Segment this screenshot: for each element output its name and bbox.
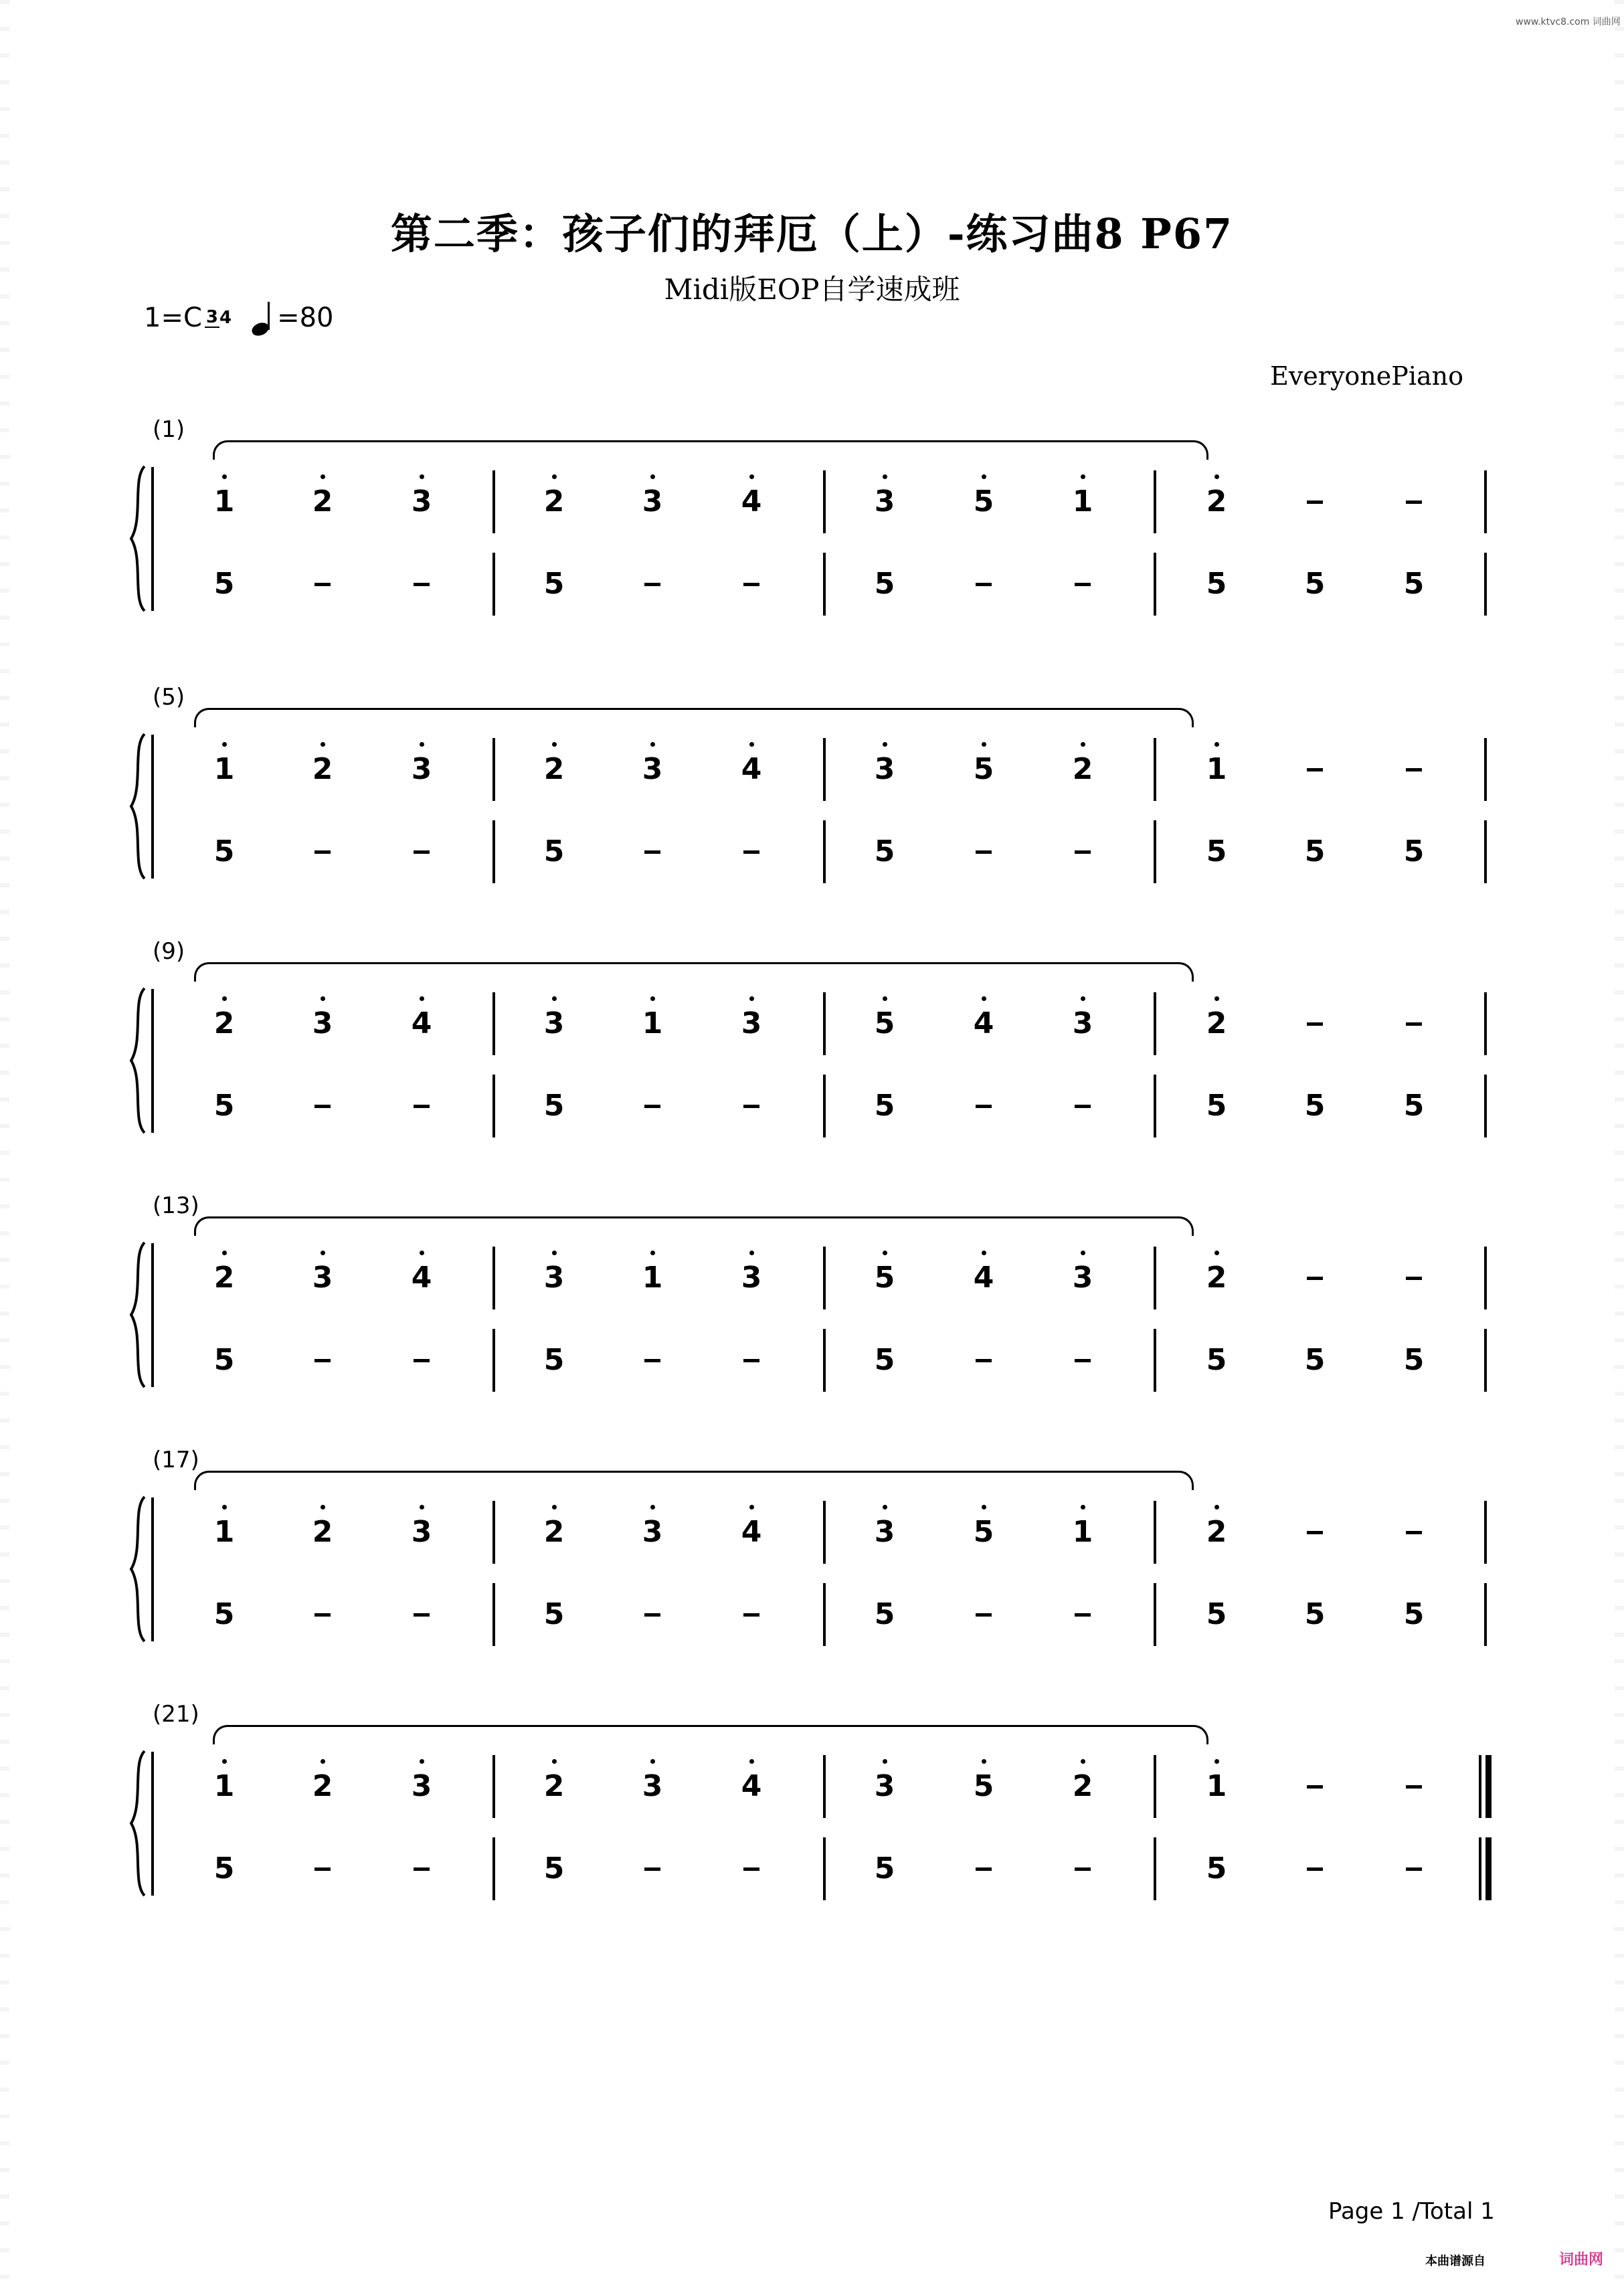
treble-note: 5 [858,1261,911,1295]
high-octave-dot [749,1759,754,1764]
end-bar-line [1484,992,1487,1055]
treble-note: 3 [626,1516,679,1549]
treble-note: 3 [858,485,911,519]
bass-note-dash [976,583,992,586]
bar-line [492,1501,495,1564]
bar-line [1154,1755,1156,1818]
bass-note-dash [314,1867,331,1871]
bar-line [492,1755,495,1818]
system-brace [128,987,146,1134]
treble-note: 3 [858,1516,911,1549]
bass-note-dash [976,1105,992,1108]
bass-note: 5 [1304,1089,1326,1123]
right-edge-watermark [1615,0,1624,2283]
score-subtitle: Midi版EOP自学速成班 [664,273,960,306]
bass-note: 5 [874,567,895,601]
bass-note: 5 [1206,1597,1227,1631]
bass-note-dash [414,1359,430,1362]
bass-note: 5 [543,1089,565,1123]
left-edge-watermark [0,0,9,2283]
end-bar-line [1484,1583,1487,1646]
bass-note: 5 [874,1597,895,1631]
treble-note: 1 [197,1770,251,1803]
source-brand: 词曲网 [1559,2252,1604,2268]
treble-note: 3 [1056,1261,1109,1295]
phrase-slur [213,440,1208,460]
end-bar-line [1484,553,1487,616]
high-octave-dot [552,742,557,747]
treble-note: 5 [957,1770,1010,1803]
bar-line [823,1329,826,1392]
treble-note: 1 [197,485,251,519]
bar-line [1154,738,1156,801]
tempo-value: =80 [277,302,334,333]
bass-note-dash [743,583,759,586]
bar-line [492,1075,495,1137]
treble-note: 3 [395,1516,448,1549]
treble-note-dash [1406,1022,1422,1026]
bar-line [1154,1329,1156,1392]
high-octave-dot [650,474,655,479]
bass-note: 5 [1403,567,1425,601]
treble-note-dash [1307,1785,1323,1789]
bass-note-dash [644,583,660,586]
bass-note-dash [414,1613,430,1617]
bar-line [492,738,495,801]
treble-note: 5 [957,485,1010,519]
high-octave-dot [222,474,227,479]
bass-note: 5 [1403,834,1425,869]
treble-note-dash [1406,1531,1422,1534]
high-octave-dot [420,1759,424,1764]
treble-note: 2 [527,1516,581,1549]
treble-note: 1 [197,753,251,786]
end-bar-line [1484,470,1487,533]
measure-number: (13) [153,1192,199,1219]
treble-note-dash [1406,768,1422,771]
high-octave-dot [1081,1505,1085,1510]
high-octave-dot [222,1759,227,1764]
bass-note: 5 [1403,1089,1425,1123]
bar-line [823,738,826,801]
treble-note: 1 [197,1516,251,1549]
quarter-note-icon [250,298,277,338]
treble-note-dash [1406,500,1422,504]
bass-note-dash [414,850,430,854]
bass-note: 5 [874,1851,895,1886]
bass-note-dash [644,1105,660,1108]
end-bar-line [1484,820,1487,883]
bass-note-dash [314,1359,331,1362]
high-octave-dot [552,996,557,1001]
bass-note-dash [743,1613,759,1617]
bass-note: 5 [213,567,235,601]
system-brace [128,733,146,880]
bar-line [823,820,826,883]
measure-number: (17) [153,1447,199,1473]
treble-note-dash [1307,500,1323,504]
high-octave-dot [650,742,655,747]
treble-note: 5 [957,753,1010,786]
bar-line [1154,992,1156,1055]
time-signature: 34 [205,307,232,328]
bass-note-dash [314,1613,331,1617]
treble-note: 3 [626,485,679,519]
high-octave-dot [1081,474,1085,479]
bass-note-dash [1075,1105,1091,1108]
treble-note: 2 [197,1007,251,1040]
bass-note-dash [314,850,331,854]
treble-note-dash [1307,1277,1323,1280]
high-octave-dot [749,996,754,1001]
high-octave-dot [749,1505,754,1510]
bass-note: 5 [1206,567,1227,601]
bass-note-dash [743,850,759,854]
treble-note: 3 [858,1770,911,1803]
bass-note-dash [1075,850,1091,854]
end-bar-line [1484,738,1487,801]
bass-note-dash [976,1867,992,1871]
bass-note-dash [743,1105,759,1108]
treble-note: 4 [957,1261,1010,1295]
high-octave-dot [1214,1505,1219,1510]
high-octave-dot [883,1759,887,1764]
phrase-slur [213,1725,1208,1744]
treble-note: 5 [858,1007,911,1040]
phrase-slur [194,708,1194,727]
system-line [151,1243,154,1387]
bass-note: 5 [543,1851,565,1886]
high-octave-dot [1214,742,1219,747]
bass-note: 5 [1304,1597,1326,1631]
treble-note: 2 [296,1770,349,1803]
bar-line [492,1329,495,1392]
treble-note: 3 [527,1261,581,1295]
high-octave-dot [749,1251,754,1255]
measure-number: (1) [153,416,185,443]
bar-line [1154,1501,1156,1564]
bar-line [492,470,495,533]
treble-note: 3 [527,1007,581,1040]
high-octave-dot [1081,1251,1085,1255]
high-octave-dot [749,742,754,747]
bass-note-dash [743,1867,759,1871]
system-line [151,1497,154,1641]
treble-note: 2 [527,753,581,786]
treble-note: 3 [725,1007,778,1040]
phrase-slur [194,962,1194,982]
bass-note-dash [314,583,331,586]
high-octave-dot [883,474,887,479]
bar-line [823,1583,826,1646]
treble-note: 3 [626,1770,679,1803]
treble-note: 4 [395,1261,448,1295]
high-octave-dot [982,996,986,1001]
high-octave-dot [222,1505,227,1510]
phrase-slur [194,1471,1194,1490]
high-octave-dot [650,1759,655,1764]
bass-note-dash [743,1359,759,1362]
high-octave-dot [883,742,887,747]
bar-line [823,992,826,1055]
high-octave-dot [552,474,557,479]
bass-note: 5 [1403,1343,1425,1377]
treble-note: 5 [957,1516,1010,1549]
bass-note: 5 [213,1343,235,1377]
bass-note-dash [1307,1867,1323,1871]
bass-note-dash [644,1359,660,1362]
bass-note: 5 [213,1089,235,1123]
bass-note-dash [414,1105,430,1108]
key-tempo-marking [144,298,334,351]
treble-note: 2 [527,1770,581,1803]
system-brace [128,1241,146,1388]
high-octave-dot [650,996,655,1001]
treble-note: 4 [725,1770,778,1803]
bass-note: 5 [543,834,565,869]
bass-note: 5 [874,1089,895,1123]
bass-note-dash [1075,1359,1091,1362]
high-octave-dot [420,1251,424,1255]
high-octave-dot [1214,996,1219,1001]
bass-note: 5 [874,834,895,869]
bar-line [823,1837,826,1900]
treble-note: 3 [858,753,911,786]
treble-note: 1 [1056,485,1109,519]
score-title: 第二季：孩子们的拜厄（上）-练习曲8 P67 [390,209,1234,258]
high-octave-dot [420,742,424,747]
treble-note: 4 [957,1007,1010,1040]
high-octave-dot [982,474,986,479]
high-octave-dot [321,1759,325,1764]
bass-note-dash [976,850,992,854]
treble-note: 2 [527,485,581,519]
high-octave-dot [1214,1759,1219,1764]
arranger: EveryonePiano [1270,361,1463,391]
system-brace [128,465,146,612]
bass-note-dash [1075,583,1091,586]
high-octave-dot [222,996,227,1001]
page-number: Page 1 /Total 1 [1328,2198,1495,2225]
treble-note: 2 [1190,485,1243,519]
high-octave-dot [420,1505,424,1510]
high-octave-dot [1214,1251,1219,1255]
high-octave-dot [1081,742,1085,747]
end-bar-line [1484,1329,1487,1392]
high-octave-dot [883,996,887,1001]
treble-note: 2 [1190,1007,1243,1040]
bass-note: 5 [213,1597,235,1631]
key-signature: 1=C [144,302,202,333]
system-brace [128,1495,146,1643]
high-octave-dot [982,1251,986,1255]
bar-line [1154,1075,1156,1137]
end-bar-line [1484,1247,1487,1309]
bar-line [1154,553,1156,616]
bar-line [1154,1583,1156,1646]
treble-note-dash [1307,768,1323,771]
bass-note-dash [1075,1867,1091,1871]
bar-line [823,470,826,533]
bass-note: 5 [1206,1089,1227,1123]
treble-note: 1 [1190,1770,1243,1803]
high-octave-dot [420,996,424,1001]
bar-line [1154,470,1156,533]
treble-note: 2 [1056,1770,1109,1803]
high-octave-dot [883,1251,887,1255]
high-octave-dot [321,996,325,1001]
system-line [151,735,154,879]
bass-note-dash [414,1867,430,1871]
bar-line [823,1075,826,1137]
treble-note: 3 [395,753,448,786]
treble-note: 3 [626,753,679,786]
high-octave-dot [883,1505,887,1510]
bass-note: 5 [543,1597,565,1631]
system-line [151,1752,154,1896]
bass-note: 5 [1206,834,1227,869]
treble-note-dash [1406,1277,1422,1280]
high-octave-dot [650,1505,655,1510]
final-bar-thin [1479,1755,1481,1818]
bass-note: 5 [1206,1851,1227,1886]
treble-note: 4 [395,1007,448,1040]
high-octave-dot [321,1251,325,1255]
bass-note-dash [414,583,430,586]
bar-line [823,1247,826,1309]
bass-note: 5 [1304,834,1326,869]
high-octave-dot [552,1505,557,1510]
system-line [151,467,154,611]
treble-note: 2 [296,753,349,786]
treble-note: 3 [1056,1007,1109,1040]
treble-note: 2 [197,1261,251,1295]
source-stamp: 本曲谱源自 [1425,2254,1485,2268]
treble-note: 2 [1190,1516,1243,1549]
bass-note: 5 [1304,1343,1326,1377]
treble-note: 2 [1056,753,1109,786]
treble-note: 4 [725,1516,778,1549]
bar-line [823,553,826,616]
bass-note-dash [644,1613,660,1617]
high-octave-dot [1081,1759,1085,1764]
bass-note-dash [976,1613,992,1617]
final-bar-thick [1485,1755,1492,1818]
bass-note: 5 [1403,1597,1425,1631]
treble-note-dash [1307,1022,1323,1026]
bar-line [492,820,495,883]
system-line [151,989,154,1133]
treble-note: 1 [1190,753,1243,786]
treble-note: 1 [626,1007,679,1040]
bar-line [823,1755,826,1818]
bass-note-dash [1406,1867,1422,1871]
treble-note: 3 [395,1770,448,1803]
bar-line [823,1501,826,1564]
treble-note: 4 [725,485,778,519]
bass-note-dash [644,850,660,854]
high-octave-dot [982,1759,986,1764]
treble-note: 3 [296,1261,349,1295]
bass-note-dash [1075,1613,1091,1617]
measure-number: (5) [153,684,185,711]
treble-note: 4 [725,753,778,786]
high-octave-dot [1081,996,1085,1001]
bar-line [492,1247,495,1309]
high-octave-dot [749,474,754,479]
high-octave-dot [321,474,325,479]
system-brace [128,1750,146,1897]
end-bar-line [1484,1501,1487,1564]
bass-note: 5 [1206,1343,1227,1377]
bass-note: 5 [1304,567,1326,601]
end-bar-line [1484,1075,1487,1137]
treble-note: 1 [626,1261,679,1295]
bass-note: 5 [874,1343,895,1377]
high-octave-dot [650,1251,655,1255]
treble-note-dash [1307,1531,1323,1534]
bar-line [492,553,495,616]
high-octave-dot [552,1759,557,1764]
treble-note: 3 [296,1007,349,1040]
high-octave-dot [222,1251,227,1255]
bar-line [492,992,495,1055]
high-octave-dot [982,1505,986,1510]
bar-line [1154,1247,1156,1309]
bar-line [492,1837,495,1900]
measure-number: (9) [153,938,185,965]
treble-note: 2 [296,485,349,519]
phrase-slur [194,1216,1194,1236]
final-bar-thin [1479,1837,1481,1900]
bass-note-dash [314,1105,331,1108]
bass-note: 5 [543,567,565,601]
treble-note-dash [1406,1785,1422,1789]
treble-note: 3 [725,1261,778,1295]
high-octave-dot [1214,474,1219,479]
final-bar-thick [1485,1837,1492,1900]
high-octave-dot [552,1251,557,1255]
high-octave-dot [321,1505,325,1510]
bass-note: 5 [543,1343,565,1377]
high-octave-dot [420,474,424,479]
bar-line [1154,820,1156,883]
treble-note: 1 [1056,1516,1109,1549]
bass-note-dash [976,1359,992,1362]
measure-number: (21) [153,1701,199,1728]
treble-note: 2 [296,1516,349,1549]
treble-note: 3 [395,485,448,519]
bar-line [492,1583,495,1646]
bass-note: 5 [213,1851,235,1886]
treble-note: 2 [1190,1261,1243,1295]
bar-line [1154,1837,1156,1900]
high-octave-dot [222,742,227,747]
high-octave-dot [321,742,325,747]
bass-note: 5 [213,834,235,869]
bass-note-dash [644,1867,660,1871]
site-label: www.ktvc8.com 词曲网 [1516,17,1621,27]
high-octave-dot [982,742,986,747]
